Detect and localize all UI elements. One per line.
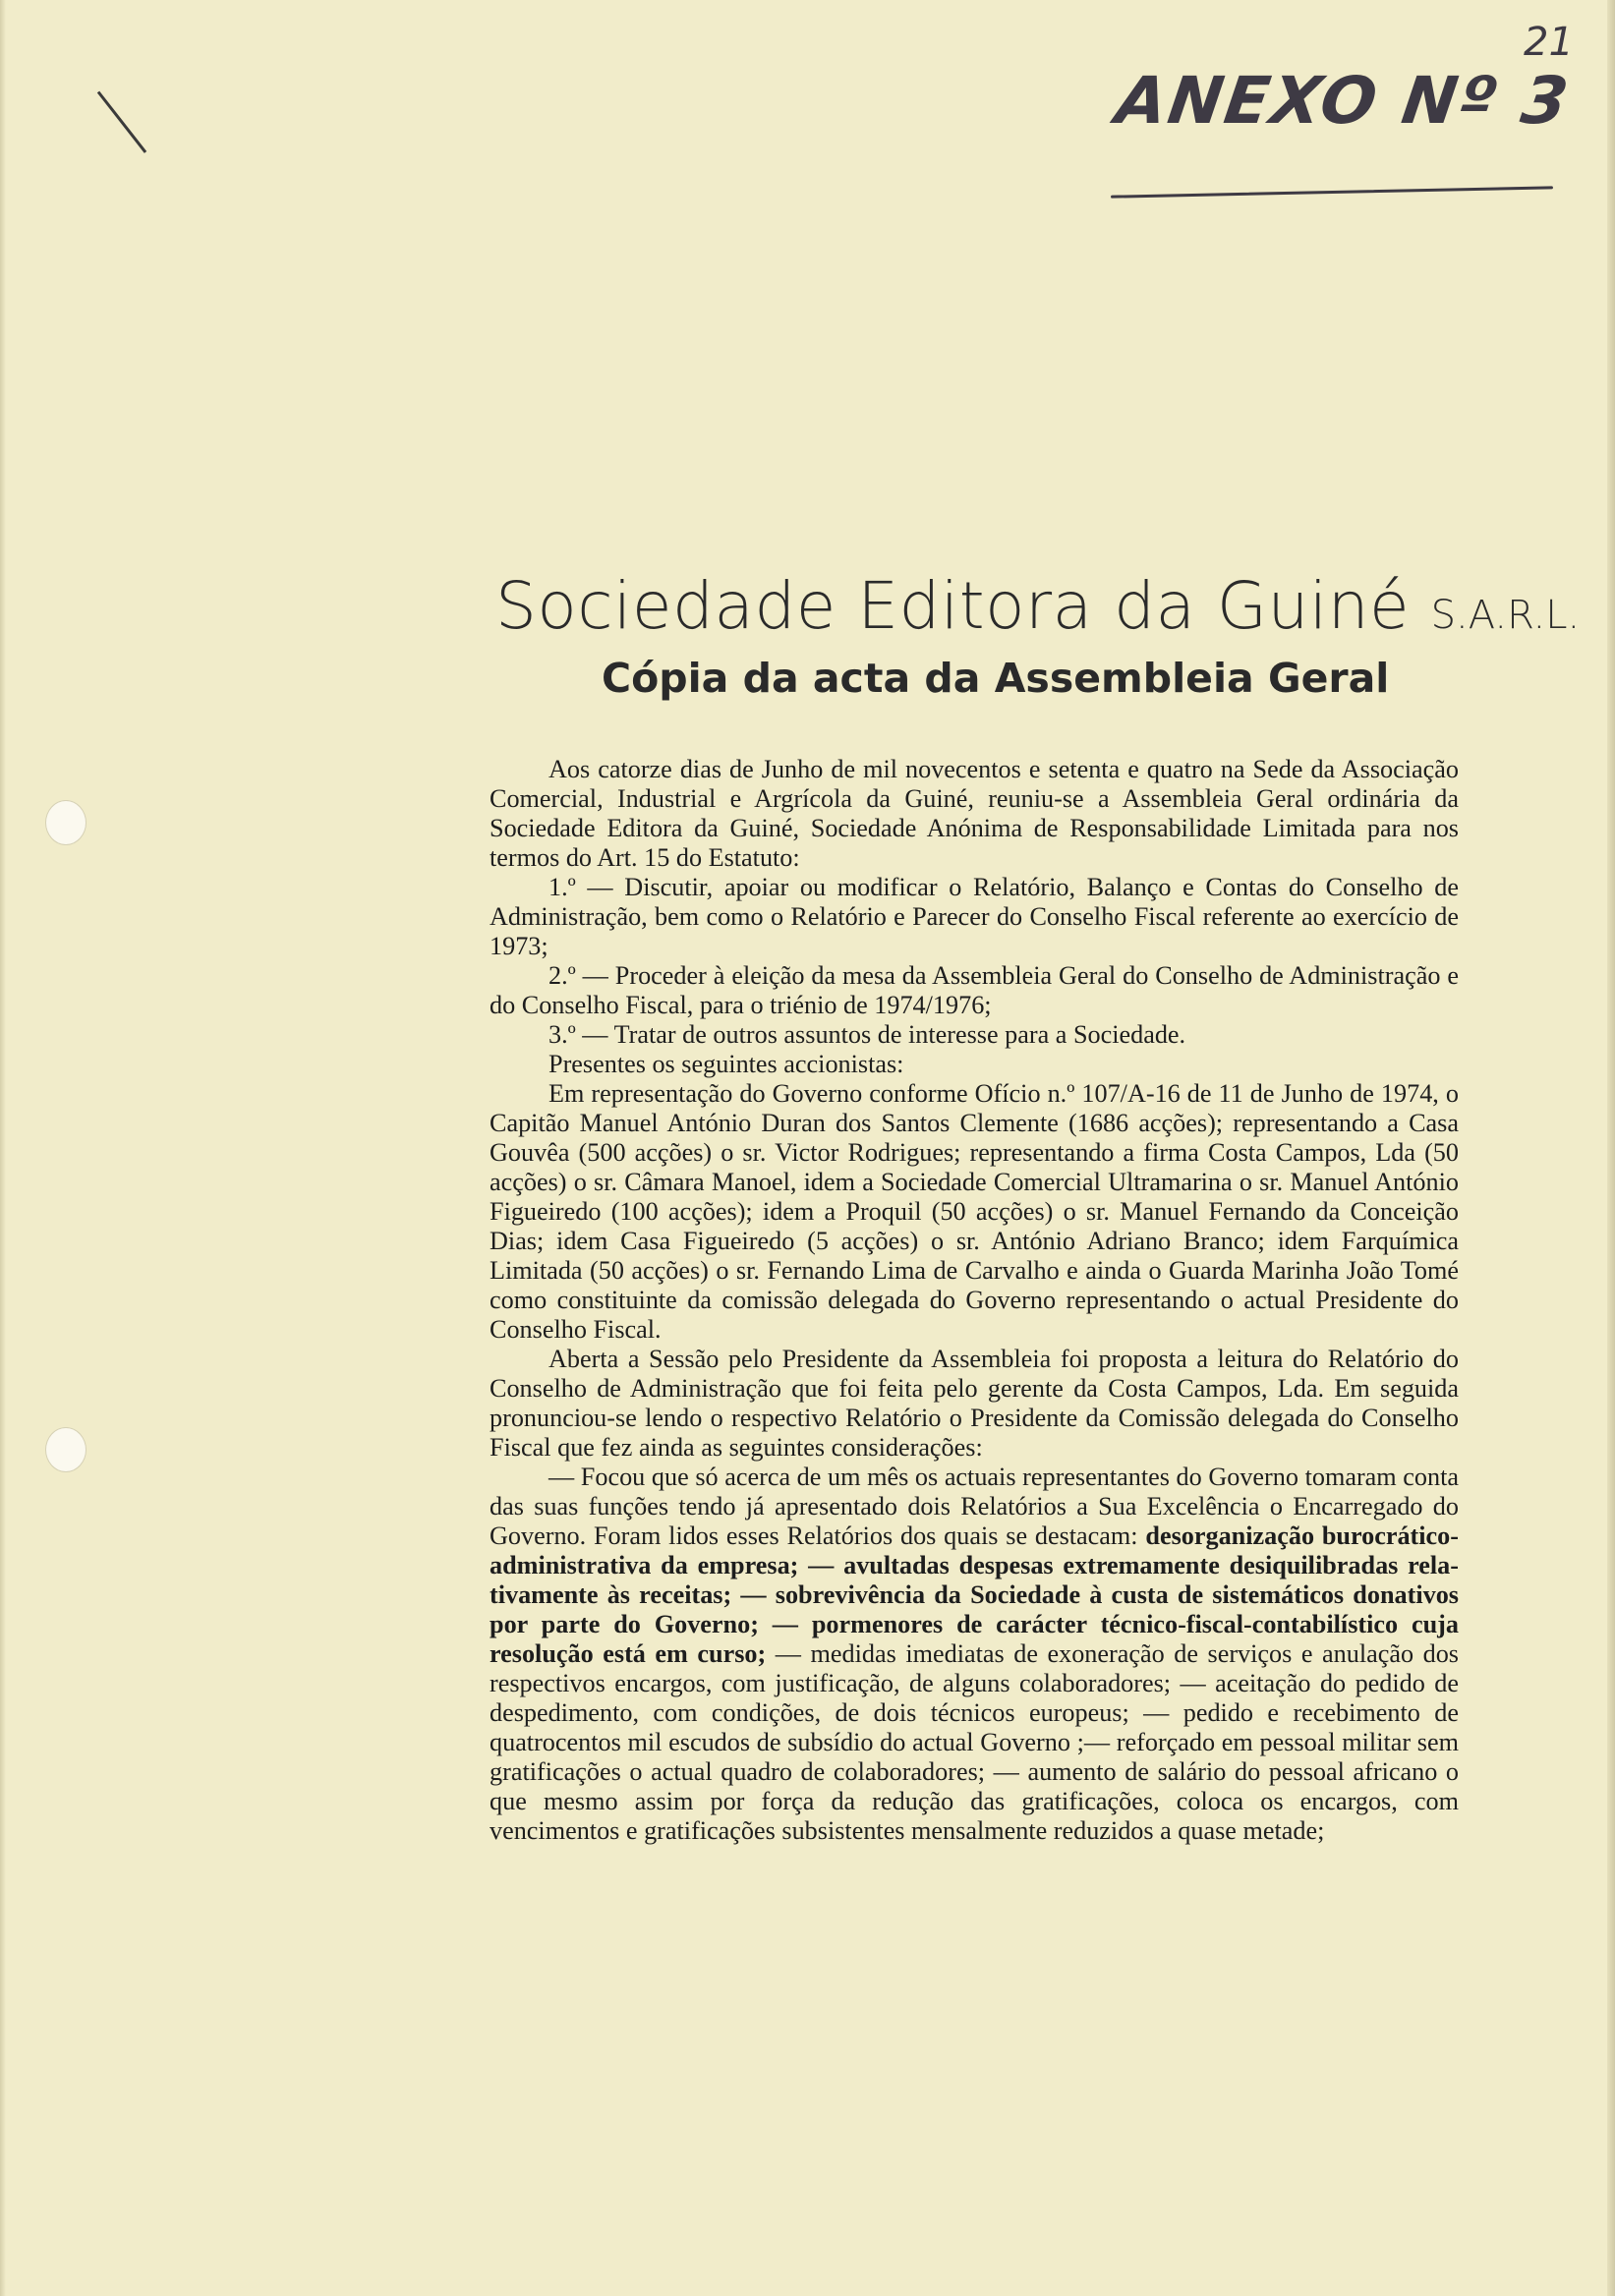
company-suffix: S.A.R.L. <box>1430 593 1581 638</box>
attendees-heading: Presentes os seguintes accionistas: <box>548 1050 904 1078</box>
opening-paragraph: Aos catorze dias de Junho de mil novecentos e setenta e quatro na Sede da Associação Comercial, Industrial e Argrícola da Guiné, reuniu-se a Assembleia Geral ordinária da Sociedade Editora da Guiné, Sociedade Anónima de Responsabilidade Limitada para nos termos do Art. 15 do Estatuto: <box>490 755 1459 872</box>
considerations-intro: — Focou que só acerca de um mês os actuais representantes do Governo tomaram conta das suas funções tendo já apresentado dois Relatórios a Sua Excelência o Encarregado do Governo. Foram lidos esses Relatórios dos quais se destacam: <box>490 1463 1459 1550</box>
annex-label: ANEXO Nº 3 <box>1111 63 1575 139</box>
company-title: Sociedade Editora da Guiné <box>495 568 1411 644</box>
page-left-edge <box>0 0 6 2296</box>
considerations-measures: — medidas imediatas de exoneração de serviços e anulação dos respectivos encargos, com justificação, de alguns colaboradores; — aceitação do pedido de despedimento, com condições, de dois técnicos europeus; — pedido e recebimento de quatrocentos mil escudos de subsídio do actual Governo ;— reforçado em pessoal militar sem gratificações o actual quadro de colaboradores; — aumento de salário do pessoal africano o que mesmo assim por força da redução das gratificações, coloca os encargos, com vencimentos e gratificações subsistentes mensalmente reduzidos a quase metade; <box>490 1639 1459 1845</box>
pen-mark <box>97 91 146 153</box>
annex-underline <box>1111 186 1553 198</box>
punch-hole-top <box>45 800 87 845</box>
agenda-item-1: 1.º — Discutir, apoiar ou modificar o Relatório, Balanço e Contas do Conselho de Administração, bem como o Relatório e Parecer do Conselho Fiscal referente ao exercício de 1973; <box>490 873 1459 960</box>
considerations-highlights: desorganização burocrático-administrativa da empresa; — avultadas despesas extremamente desiquilibradas relativamente às receitas; — sobrevivência da Sociedade à custa de sistemáticos donativos por parte do Governo; — pormenores de carácter técnico-fiscal-contabilístico cuja resolução está em curso; <box>490 1521 1459 1668</box>
considerations-paragraph <box>490 1463 1459 1846</box>
punch-hole-bottom <box>45 1427 87 1472</box>
page-number: 21 <box>1524 20 1574 65</box>
minutes-body <box>490 755 1459 1846</box>
annex-stamp <box>1101 20 1573 206</box>
agenda-item-2: 2.º — Proceder à eleição da mesa da Assembleia Geral do Conselho de Administração e do Conselho Fiscal, para o triénio de 1974/1976; <box>490 961 1459 1019</box>
attendees-paragraph: Em representação do Governo conforme Ofício n.º 107/A-16 de 11 de Junho de 1974, o Capitão Manuel António Duran dos Santos Clemente (1686 acções); representando a Casa Gouvêa (500 acções) o sr. Victor Rodrigues; representando a firma Costa Campos, Lda (50 acções) o sr. Câmara Manoel, idem a Sociedade Comercial Ultramarina o sr. Manuel António Figueiredo (100 acções); idem a Proquil (50 acções) o sr. Manuel Fernando da Conceição Dias; idem Casa Figueiredo (5 acções) o sr. António Adriano Branco; idem Farquímica Limitada (50 acções) o sr. Fernando Lima de Carvalho e ainda o Guarda Marinha João Tomé como constituinte da comissão delegada do Governo representando o actual Presidente do Conselho Fiscal. <box>490 1079 1459 1344</box>
page-right-edge <box>1607 0 1615 2296</box>
session-paragraph: Aberta a Sessão pelo Presidente da Assembleia foi proposta a leitura do Relatório do Conselho de Administração que foi feita pelo gerente da Costa Campos, Lda. Em seguida pronunciou-se lendo o respectivo Relatório o Presidente da Comissão delegada do Conselho Fiscal que fez ainda as seguintes considerações: <box>490 1345 1459 1462</box>
document-subtitle: Cópia da acta da Assembleia Geral <box>602 655 1390 702</box>
company-name <box>495 568 1581 644</box>
agenda-item-3: 3.º — Tratar de outros assuntos de interesse para a Sociedade. <box>548 1020 1186 1049</box>
